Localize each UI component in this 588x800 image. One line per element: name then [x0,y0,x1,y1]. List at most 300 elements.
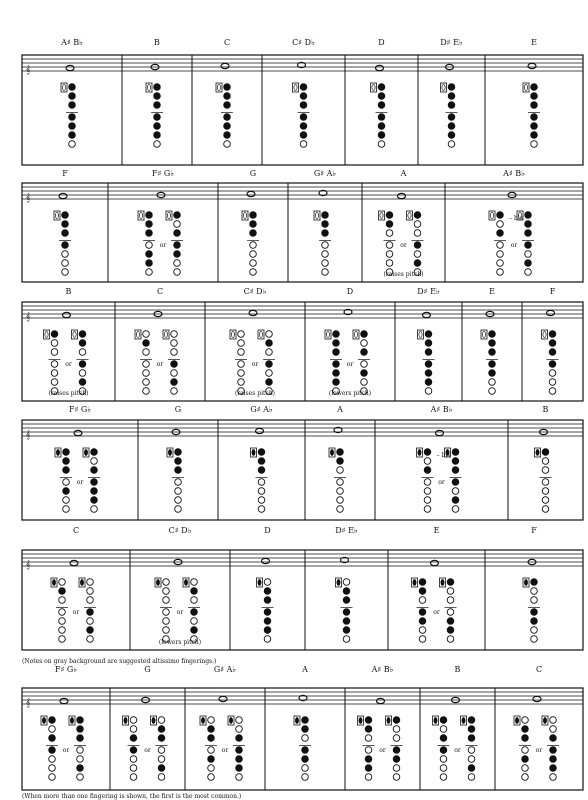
open-hole-icon [77,756,84,763]
closed-hole-icon [258,458,265,465]
open-hole-icon [343,636,350,643]
open-hole-icon [146,242,153,249]
closed-hole-icon [361,331,368,338]
closed-hole-icon [425,361,432,368]
open-hole-icon [386,242,393,249]
thumb-hole-icon [524,580,527,586]
thumb-hole-icon [337,580,340,586]
closed-hole-icon [425,379,432,386]
fingering-cell [345,38,388,165]
closed-hole-icon [447,627,454,634]
open-hole-icon [337,506,344,513]
open-hole-icon [174,269,181,276]
open-hole-icon [51,361,58,368]
closed-hole-icon [174,212,181,219]
closed-hole-icon [447,579,454,586]
note-name: A♯ B♭ [61,38,83,47]
thumb-hole-icon [295,718,298,724]
open-hole-icon [208,765,215,772]
thumb-hole-icon [55,213,58,219]
open-hole-icon [302,774,309,781]
open-hole-icon [63,479,70,486]
closed-hole-icon [414,212,421,219]
open-hole-icon [419,636,426,643]
closed-hole-icon [264,618,271,625]
closed-hole-icon [266,340,273,347]
thumb-hole-icon [156,580,159,586]
fingering-cell [305,287,371,401]
note-name: A [302,665,308,674]
closed-hole-icon [191,609,198,616]
open-hole-icon [130,756,137,763]
closed-hole-icon [361,349,368,356]
closed-hole-icon [343,588,350,595]
open-hole-icon [378,141,385,148]
open-hole-icon [264,636,271,643]
thumb-hole-icon [124,718,127,724]
gray-note-caption: (Notes on gray background are suggested altissimo fingerings.) [22,658,217,665]
closed-hole-icon [77,717,84,724]
closed-hole-icon [522,726,529,733]
treble-clef-icon: 𝄞 [25,312,31,321]
thumb-hole-icon [243,213,246,219]
bis-label: – bis [509,215,523,222]
closed-hole-icon [69,102,76,109]
open-hole-icon [424,506,431,513]
closed-hole-icon [419,588,426,595]
fingering-cell [305,526,358,650]
thumb-hole-icon [326,332,329,338]
open-hole-icon [77,774,84,781]
open-hole-icon [91,506,98,513]
closed-hole-icon [87,627,94,634]
thumb-hole-icon [62,85,65,91]
fingering-cell [388,526,457,650]
open-hole-icon [440,756,447,763]
closed-hole-icon [414,242,421,249]
open-hole-icon [448,141,455,148]
note-name: A♯ B♭ [430,405,453,414]
thumb-hole-icon [536,450,539,456]
open-hole-icon [163,609,170,616]
open-hole-icon [238,361,245,368]
open-hole-icon [386,251,393,258]
open-hole-icon [250,260,257,267]
open-hole-icon [130,765,137,772]
note-name: G♯ A♭ [313,169,337,178]
note-head [547,310,555,315]
open-hole-icon [365,747,372,754]
closed-hole-icon [531,609,538,616]
row-box [22,302,583,401]
open-hole-icon [163,627,170,634]
thumb-hole-icon [258,580,261,586]
thumb-hole-icon [524,85,527,91]
fingering-cell [305,405,346,520]
closed-hole-icon [224,132,231,139]
note-head [219,696,227,701]
fingering-cell [185,665,245,790]
open-hole-icon [419,627,426,634]
fingering-cell [110,665,168,790]
thumb-hole-icon [413,580,416,586]
open-hole-icon [208,717,215,724]
note-name: E [433,526,440,535]
open-hole-icon [266,349,273,356]
open-hole-icon [531,588,538,595]
closed-hole-icon [300,114,307,121]
open-hole-icon [191,579,198,586]
thumb-hole-icon [543,718,546,724]
open-hole-icon [258,479,265,486]
thumb-hole-icon [462,718,465,724]
thumb-hole-icon [45,332,48,338]
note-name: F [62,169,68,178]
closed-hole-icon [522,756,529,763]
closed-hole-icon [343,618,350,625]
fingering-cell [230,526,274,650]
closed-hole-icon [91,479,98,486]
open-hole-icon [143,370,150,377]
closed-hole-icon [440,735,447,742]
pitch-caption: (lowers pitch) [328,390,372,397]
closed-hole-icon [447,618,454,625]
closed-hole-icon [62,230,69,237]
open-hole-icon [87,597,94,604]
closed-hole-icon [489,340,496,347]
note-head [436,430,444,435]
closed-hole-icon [448,102,455,109]
or-label: or [379,747,386,754]
thumb-hole-icon [418,450,421,456]
closed-hole-icon [302,756,309,763]
closed-hole-icon [386,221,393,228]
chart-row-5 [22,526,583,650]
open-hole-icon [542,458,549,465]
thumb-hole-icon [42,718,45,724]
open-hole-icon [49,765,56,772]
open-hole-icon [550,726,557,733]
closed-hole-icon [208,726,215,733]
closed-hole-icon [531,102,538,109]
open-hole-icon [208,774,215,781]
closed-hole-icon [424,467,431,474]
note-name: C♯ D♭ [243,287,267,296]
closed-hole-icon [264,609,271,616]
open-hole-icon [174,260,181,267]
open-hole-icon [171,340,178,347]
closed-hole-icon [191,627,198,634]
closed-hole-icon [361,370,368,377]
closed-hole-icon [154,102,161,109]
closed-hole-icon [549,361,556,368]
open-hole-icon [447,636,454,643]
thumb-hole-icon [419,332,422,338]
open-hole-icon [158,717,165,724]
closed-hole-icon [224,114,231,121]
open-hole-icon [224,141,231,148]
open-hole-icon [143,349,150,356]
closed-hole-icon [333,349,340,356]
closed-hole-icon [333,340,340,347]
closed-hole-icon [51,331,58,338]
note-head [63,312,71,317]
thumb-hole-icon [543,332,546,338]
fingering-cell [218,405,273,520]
open-hole-icon [522,717,529,724]
closed-hole-icon [146,212,153,219]
row-box [22,55,583,165]
closed-hole-icon [224,123,231,130]
note-head [398,193,406,198]
closed-hole-icon [452,497,459,504]
open-hole-icon [258,488,265,495]
open-hole-icon [424,497,431,504]
closed-hole-icon [393,756,400,763]
thumb-hole-icon [315,213,318,219]
open-hole-icon [337,488,344,495]
pitch-caption: (raises pitch) [383,271,424,278]
thumb-hole-icon [408,213,411,219]
closed-hole-icon [414,260,421,267]
closed-hole-icon [343,627,350,634]
closed-hole-icon [79,331,86,338]
open-hole-icon [175,479,182,486]
closed-hole-icon [250,221,257,228]
closed-hole-icon [208,756,215,763]
closed-hole-icon [300,123,307,130]
closed-hole-icon [531,93,538,100]
open-hole-icon [337,479,344,486]
open-hole-icon [531,141,538,148]
closed-hole-icon [365,756,372,763]
note-name: G♯ A♭ [250,405,273,414]
closed-hole-icon [49,717,56,724]
open-hole-icon [549,370,556,377]
note-name: A [400,169,407,178]
fingering-cell [345,665,403,790]
note-head [249,310,257,315]
note-name: C♯ D♭ [292,38,315,47]
thumb-hole-icon [259,332,262,338]
open-hole-icon [171,349,178,356]
closed-hole-icon [91,449,98,456]
open-hole-icon [522,774,529,781]
thumb-hole-icon [482,332,485,338]
open-hole-icon [236,774,243,781]
thumb-hole-icon [136,332,139,338]
closed-hole-icon [419,579,426,586]
thumb-hole-icon [184,580,187,586]
open-hole-icon [59,609,66,616]
open-hole-icon [143,361,150,368]
or-label: or [176,609,184,616]
fingering-cell [485,38,540,165]
closed-hole-icon [425,331,432,338]
closed-hole-icon [378,132,385,139]
closed-hole-icon [191,588,198,595]
closed-hole-icon [175,449,182,456]
note-name: C [535,665,543,674]
closed-hole-icon [62,221,69,228]
open-hole-icon [49,756,56,763]
closed-hole-icon [266,361,273,368]
or-label: or [346,361,354,368]
note-head [262,558,270,563]
open-hole-icon [337,467,344,474]
closed-hole-icon [531,84,538,91]
or-label: or [400,242,407,249]
closed-hole-icon [154,93,161,100]
thumb-hole-icon [52,580,55,586]
open-hole-icon [337,497,344,504]
closed-hole-icon [448,114,455,121]
treble-clef-icon: 𝄞 [25,65,31,74]
open-hole-icon [238,340,245,347]
or-label: or [535,747,543,754]
closed-hole-icon [549,349,556,356]
closed-hole-icon [425,340,432,347]
closed-hole-icon [208,735,215,742]
thumb-hole-icon [330,450,333,456]
closed-hole-icon [333,379,340,386]
closed-hole-icon [393,717,400,724]
open-hole-icon [236,726,243,733]
open-hole-icon [130,726,137,733]
closed-hole-icon [448,84,455,91]
fingering-cell [51,526,96,642]
closed-hole-icon [79,361,86,368]
open-hole-icon [63,506,70,513]
closed-hole-icon [550,765,557,772]
closed-hole-icon [175,467,182,474]
thumb-hole-icon [201,718,204,724]
fingering-cell [192,38,233,165]
closed-hole-icon [236,735,243,742]
fingering-cell [485,526,540,650]
fingering-cell [395,287,440,401]
note-head [74,430,82,435]
closed-hole-icon [158,726,165,733]
closed-hole-icon [497,212,504,219]
open-hole-icon [158,756,165,763]
open-hole-icon [171,370,178,377]
open-hole-icon [49,726,56,733]
open-hole-icon [525,251,532,258]
closed-hole-icon [343,609,350,616]
fingering-cell [522,287,559,401]
open-hole-icon [59,618,66,625]
closed-hole-icon [79,340,86,347]
open-hole-icon [365,735,372,742]
closed-hole-icon [549,331,556,338]
note-name: A♯ B♭ [371,665,394,674]
open-hole-icon [69,141,76,148]
closed-hole-icon [440,717,447,724]
open-hole-icon [143,388,150,395]
thumb-hole-icon [167,213,170,219]
chart-row-2 [22,169,583,282]
open-hole-icon [236,717,243,724]
thumb-hole-icon [359,718,362,724]
open-hole-icon [468,756,475,763]
open-hole-icon [447,609,454,616]
open-hole-icon [322,251,329,258]
open-hole-icon [452,488,459,495]
closed-hole-icon [79,379,86,386]
closed-hole-icon [302,747,309,754]
treble-clef-icon: 𝄞 [25,698,31,707]
note-name: F♯ G♭ [68,405,92,414]
closed-hole-icon [69,114,76,121]
or-label: or [65,361,72,368]
closed-hole-icon [154,132,161,139]
closed-hole-icon [452,479,459,486]
open-hole-icon [191,597,198,604]
closed-hole-icon [266,379,273,386]
footnote: (When more than one fingering is shown, the first is the most common.) [22,793,242,800]
thumb-hole-icon [70,718,73,724]
thumb-hole-icon [152,718,155,724]
open-hole-icon [51,340,58,347]
open-hole-icon [175,497,182,504]
closed-hole-icon [49,747,56,754]
thumb-hole-icon [294,85,297,91]
fingering-cell [205,287,275,401]
open-hole-icon [497,242,504,249]
open-hole-icon [238,349,245,356]
thumb-hole-icon [434,718,437,724]
closed-hole-icon [531,618,538,625]
closed-hole-icon [224,102,231,109]
closed-hole-icon [468,735,475,742]
open-hole-icon [300,141,307,148]
open-hole-icon [208,747,215,754]
open-hole-icon [497,251,504,258]
thumb-hole-icon [441,580,444,586]
open-hole-icon [158,747,165,754]
open-hole-icon [542,488,549,495]
note-head [70,560,78,565]
open-hole-icon [79,370,86,377]
closed-hole-icon [146,230,153,237]
thumb-hole-icon [229,718,232,724]
closed-hole-icon [158,765,165,772]
fingering-cell [115,287,180,401]
note-head [60,698,68,703]
open-hole-icon [531,636,538,643]
open-hole-icon [549,388,556,395]
open-hole-icon [425,388,432,395]
open-hole-icon [87,618,94,625]
open-hole-icon [250,251,257,258]
closed-hole-icon [489,349,496,356]
note-name: F♯ G♭ [151,169,175,178]
note-head [256,428,264,433]
closed-hole-icon [174,230,181,237]
note-name: E [489,287,495,296]
closed-hole-icon [236,765,243,772]
closed-hole-icon [146,221,153,228]
closed-hole-icon [130,735,137,742]
closed-hole-icon [91,497,98,504]
closed-hole-icon [322,221,329,228]
open-hole-icon [302,735,309,742]
or-label: or [251,361,259,368]
fingering-cell [288,169,336,282]
closed-hole-icon [258,449,265,456]
closed-hole-icon [333,331,340,338]
